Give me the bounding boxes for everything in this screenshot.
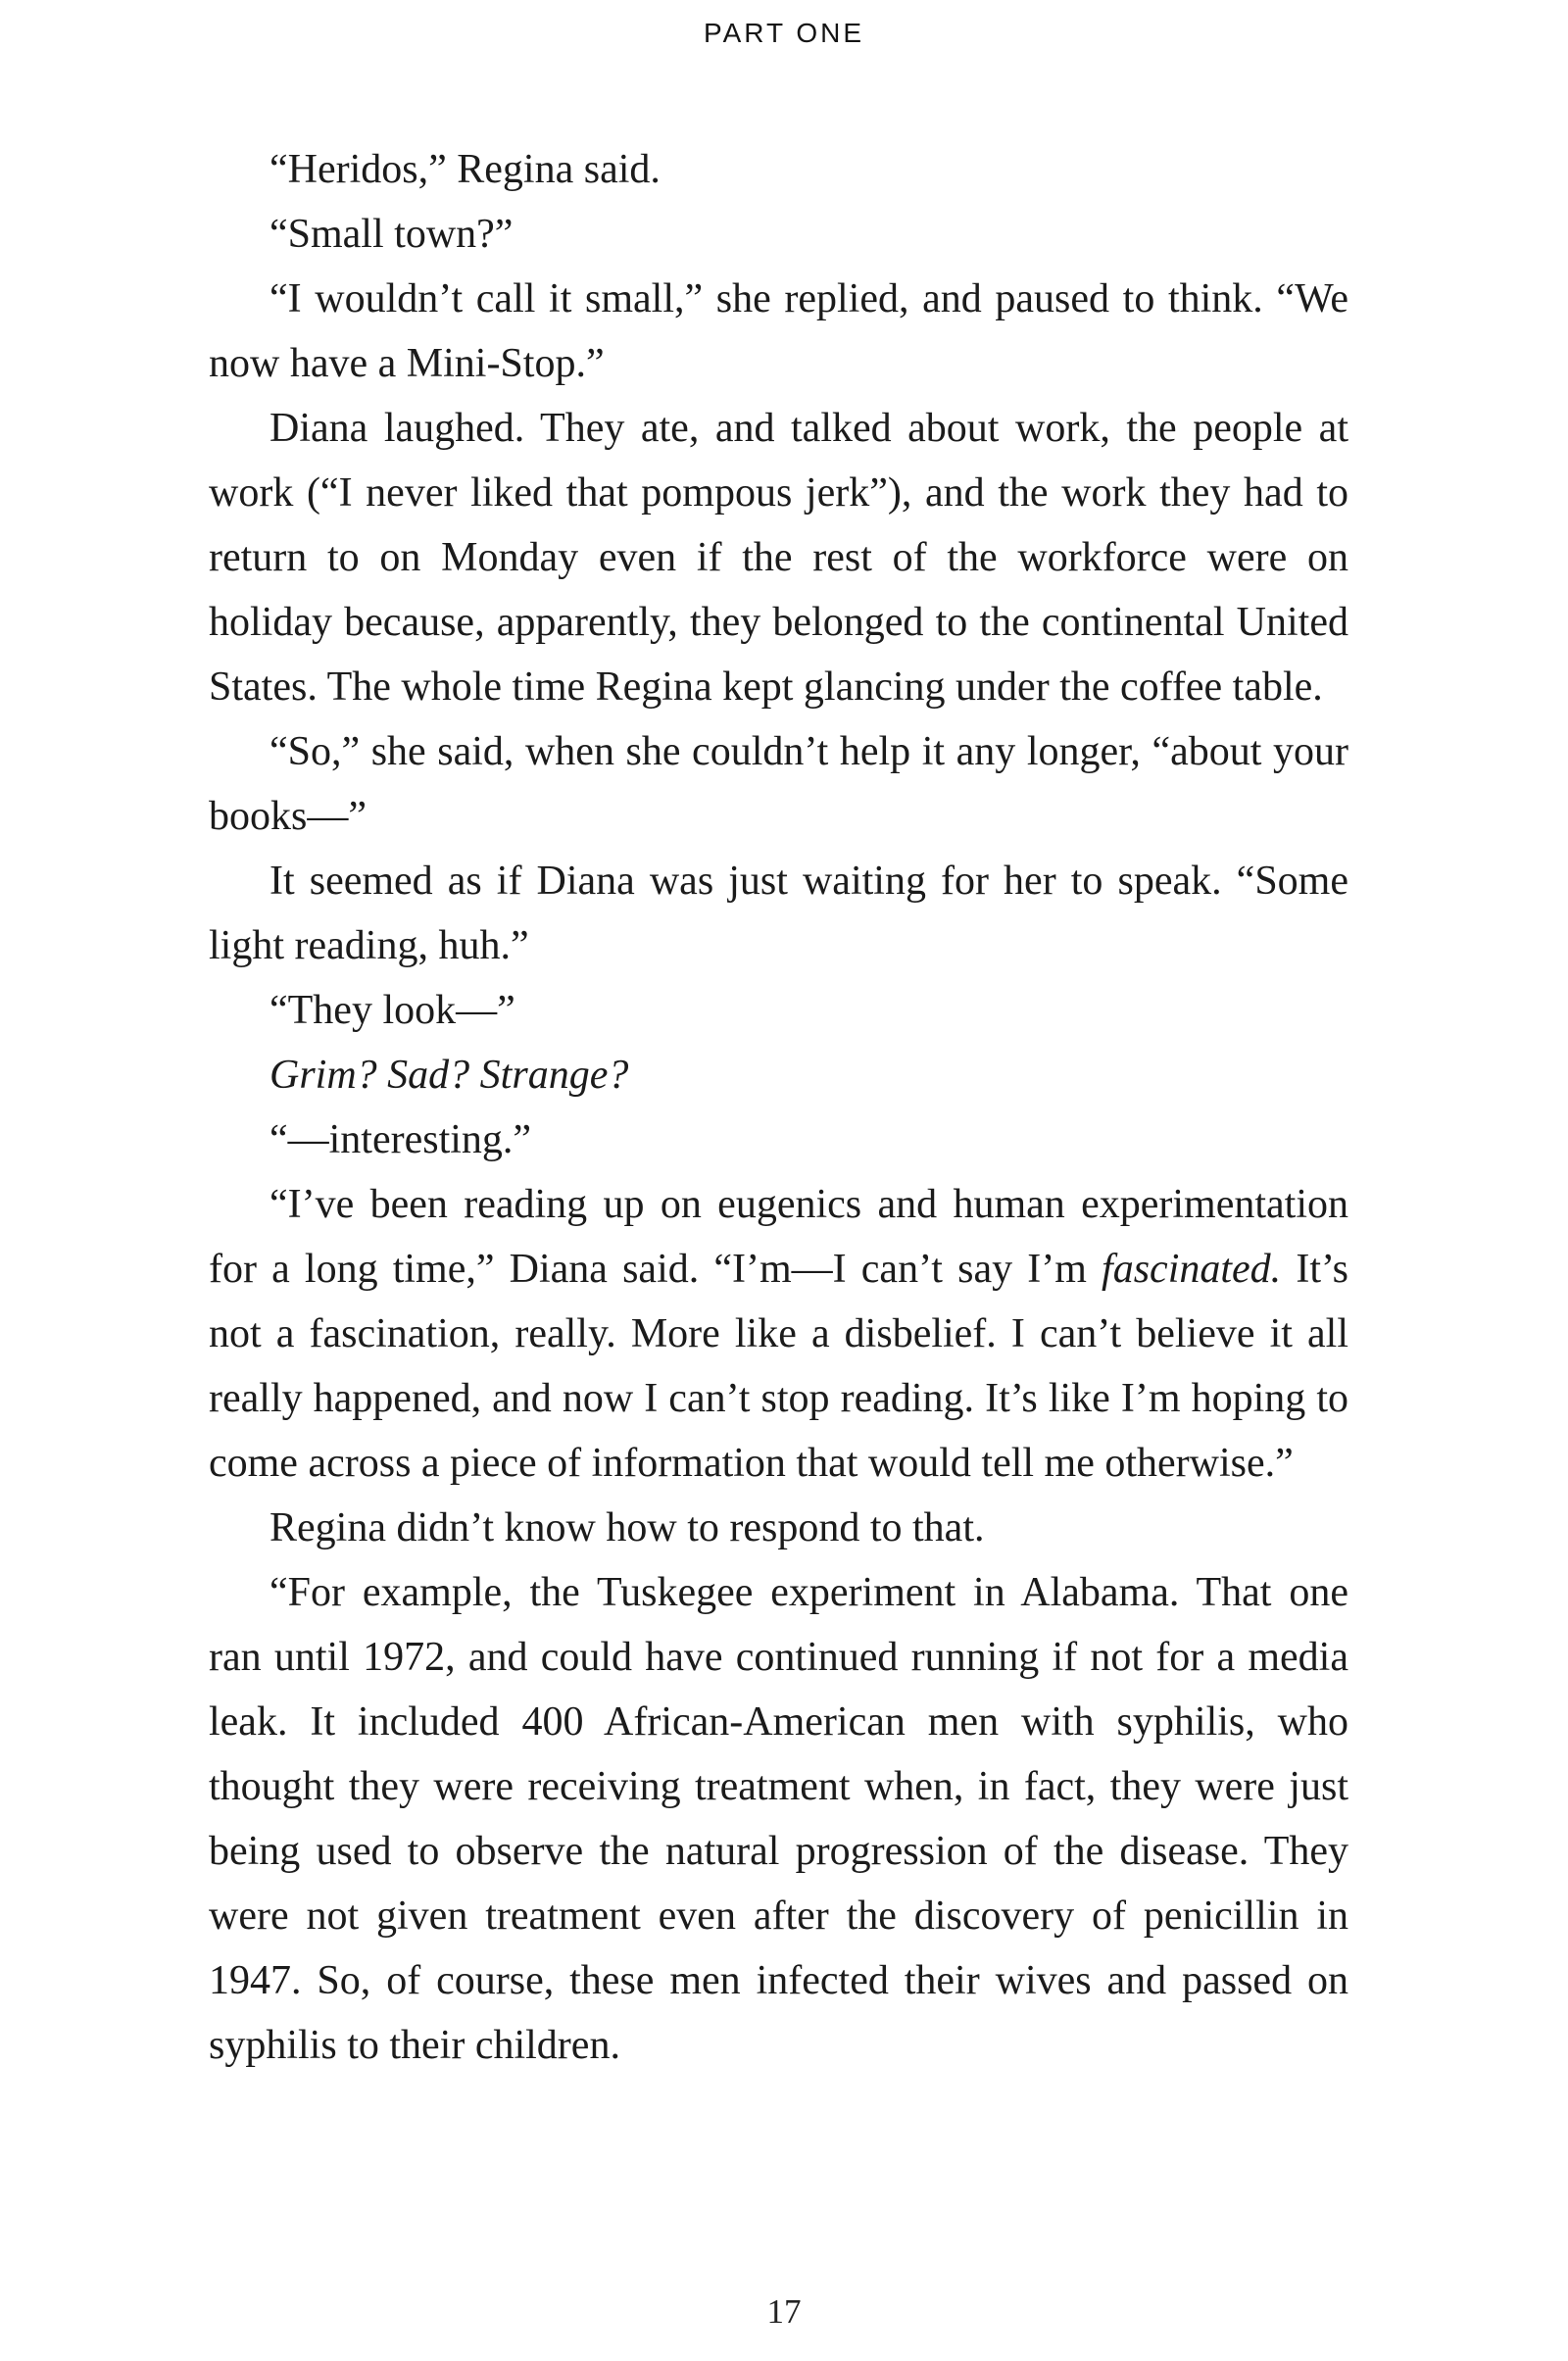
- part-header: PART ONE: [703, 18, 865, 48]
- text-segment: It’s not a fascination, really. More like a disbelief. I can’t believe it all really happened, and now I can’t stop reading. It’s like I’m hoping to come across a piece of information that would tell me otherwise.”: [209, 1247, 1349, 1486]
- page-number: 17: [766, 2292, 802, 2331]
- paragraph: [209, 137, 1348, 202]
- body-text: [209, 137, 1348, 2078]
- text-segment: “Small town?”: [270, 212, 514, 257]
- paragraph: [209, 202, 1348, 267]
- text-segment: Diana laughed. They ate, and talked about work, the people at work (“I never liked that pompous jerk”), and the work they had to return to on Monday even if the rest of the workforce were on holiday because, apparently, they belonged to the continental United States. The whole time Regina kept glancing under the coffee table.: [209, 406, 1348, 710]
- paragraph: [209, 1043, 1348, 1107]
- text-segment: It seemed as if Diana was just waiting for her to speak. “Some light reading, huh.”: [209, 859, 1348, 968]
- paragraph: [209, 267, 1348, 396]
- text-segment: “I’ve been reading up on eugenics and human experimentation for a long time,” Diana said. “I’m—I can’t say I’m: [209, 1182, 1348, 1292]
- paragraph: [209, 849, 1348, 978]
- paragraph: [209, 1107, 1348, 1172]
- text-segment: “They look—”: [270, 988, 515, 1033]
- paragraph: [209, 396, 1348, 719]
- text-segment: “For example, the Tuskegee experiment in Alabama. That one ran until 1972, and could have continued running if not for a media leak. It included 400 African-American men with syphilis, who thought they were receiving treatment when, in fact, they were just being used to observe the natural progression of the disease. They were not given treatment even after the discovery of penicillin in 1947. So, of course, these men infected their wives and passed on syphilis to their children.: [209, 1570, 1348, 2068]
- paragraph: [209, 1560, 1348, 2078]
- text-segment: Regina didn’t know how to respond to that.: [270, 1505, 985, 1550]
- text-segment: “I wouldn’t call it small,” she replied, and paused to think. “We now have a Mini-Stop.”: [209, 276, 1348, 386]
- paragraph: [209, 978, 1348, 1043]
- text-segment: “Heridos,” Regina said.: [270, 147, 661, 192]
- text-segment: “So,” she said, when she couldn’t help it any longer, “about your books—”: [209, 729, 1348, 839]
- paragraph: [209, 1172, 1348, 1496]
- italic-text-segment: fascinated.: [1102, 1247, 1282, 1292]
- paragraph: [209, 1496, 1348, 1560]
- text-segment: “—interesting.”: [270, 1117, 532, 1162]
- paragraph: [209, 719, 1348, 849]
- italic-text-segment: Grim? Sad? Strange?: [270, 1053, 629, 1098]
